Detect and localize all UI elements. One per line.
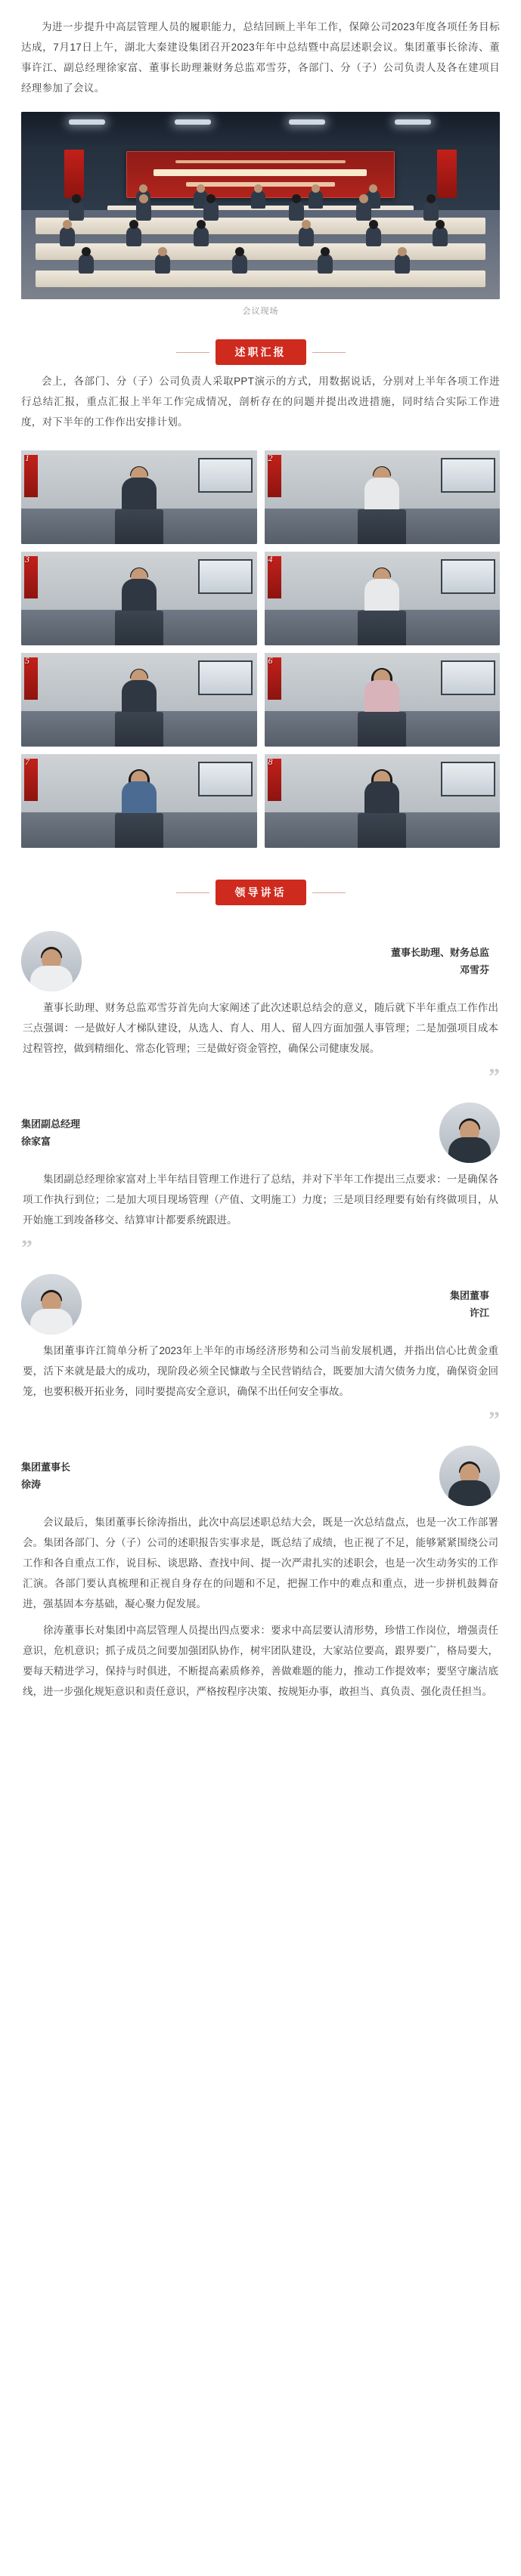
speaker-role: 集团副总经理 [21,1118,81,1130]
speaker-person: 邓雪芬 [459,964,489,976]
quote-mark-icon: ” [21,1235,33,1260]
speaker-header [21,1446,500,1506]
avatar [21,931,82,991]
speaker-speech: 董事长助理、财务总监邓雪芬首先向大家阐述了此次述职总结会的意义，随后就下半年重点工作作出三点强调：一是做好人才梯队建设，从选人、育人、用人、留人四方面加强人事管理；二是加强项目成本过程管控，做到精细化、常态化管理；三是做好资金管控，确保公司健康发展。 [23,1002,498,1054]
speaker-header [21,931,500,991]
photo-number: 6 [268,655,273,666]
closing-paragraph: 徐涛董事长对集团中高层管理人员提出四点要求：要求中高层要认清形势，珍惜工作岗位，增强责任意识，危机意识；抓子成员之间要加强团队协作，树牢团队建设，大家站位要高，跟界要广，格局要大，要每天精进学习，保持与时俱进，不断提高素质修养，善做难题的能力，推动工作提效率；要坚守廉洁底线，进一步强化规矩意识和责任意识，严格按程序决策、按规矩办事，敢担当、真负责、强化责任担当。 [23,1625,498,1697]
section-title-speech [0,880,521,905]
avatar [439,1102,500,1163]
speaker-name [391,944,489,979]
flag-icon [437,150,457,198]
speaker-person: 徐涛 [21,1479,42,1490]
speaker-photo [265,754,501,848]
photo-number: 1 [25,453,29,463]
projector-screen [198,660,253,695]
speaker-speech: 会议最后，集团董事长徐涛指出，此次中高层述职总结大会，既是一次总结盘点，也是一次工作部署会。集团各部门、分（子）公司的述职报告实事求是，既总结了成绩，也正视了不足，能够紧紧围绕公司工作和各自重点工作，说目标、谈思路、查找中间、提一次严肃扎实的述职会，也是一次生动务实的工作汇演。各部门要认真梳理和正视自身存在的问题和不足，把握工作中的难点和重点，进一步拼机鼓舞奋进，强基固本夯基础，凝心聚力促发展。 [23,1517,498,1610]
section-title-report-label: 述职汇报 [216,339,306,365]
speaker-person: 许江 [469,1307,489,1319]
photo-number: 2 [268,453,273,463]
speaker-name [21,1115,80,1151]
section-title-report [0,339,521,365]
photo-number: 8 [268,756,273,767]
speaker-photo [265,552,501,645]
speaker-header [21,1102,500,1163]
speaker-photo [265,653,501,747]
speaker-photo [21,450,257,544]
speaker-speech: 集团董事许江简单分析了2023年上半年的市场经济形势和公司当前发展机遇，并指出信心比黄金重要，活下来就是最大的成功，现阶段必须全民慷敢与全民营销结合，既要加大清欠债务力度，确保资金回笼，也要积极开拓业务，同时要提高安全意识，确保不出任何安全事故。 [23,1345,498,1397]
photo-number: 5 [25,655,29,666]
speaker-role: 集团董事 [449,1289,489,1301]
leader-speech-block [0,911,521,1702]
conference-hall-illustration [21,112,500,299]
projector-screen [441,458,495,493]
hero-photo-caption: 会议现场 [242,307,279,316]
quote-mark-icon: ” [488,1407,500,1432]
intro-paragraph: 为进一步提升中高层管理人员的履职能力，总结回顾上半年工作，保障公司2023年度各项任务目标达成，7月17日上午，湖北大秦建设集团召开2023年年中总结暨中高层述职会议。集团董事长徐涛、董事许江、副总经理徐家富、董事长助理兼财务总监邓雪芬，各部门、分（子）公司负责人及各在建项目经理参加了会议。 [21,21,500,94]
speaker-photo [265,450,501,544]
projector-screen [441,559,495,594]
quote-mark-icon: ” [488,1064,500,1089]
section-title-speech-label: 领导讲话 [216,880,306,905]
photo-number: 4 [268,554,273,564]
speaker-photo-grid [0,443,521,848]
conference-hall-photo [21,112,500,299]
hero-photo-block [0,109,521,317]
projector-screen [198,458,253,493]
avatar [439,1446,500,1506]
speaker-person: 徐家富 [21,1136,51,1147]
projector-screen [198,559,253,594]
speaker-role: 集团董事长 [21,1461,71,1473]
speaker-name [21,1458,70,1494]
speaker-photo [21,653,257,747]
section1-paragraph: 会上，各部门、分（子）公司负责人采取PPT演示的方式，用数据说话，分别对上半年各项工作进行总结汇报，重点汇报上半年工作完成情况，剖析存在的问题并提出改进措施，同时结合实际工作进度，对下半年的工作作出安排计划。 [21,376,500,428]
avatar [21,1274,82,1334]
projector-screen [198,762,253,796]
photo-number: 3 [25,554,29,564]
speaker-header [21,1274,500,1334]
photo-number: 7 [25,756,29,767]
speaker-photo [21,552,257,645]
speaker-role: 董事长助理、财务总监 [390,946,489,958]
projector-screen [441,762,495,796]
speaker-name [450,1287,489,1322]
speaker-photo [21,754,257,848]
speaker-speech: 集团副总经理徐家富对上半年结目管理工作进行了总结，并对下半年工作提出三点要求：一是确保各项工作执行到位；二是加大项目现场管理（产值、文明施工）力度；三是项目经理要有始有终做项目，从开始施工到竣备移交、结算审计都要系统跟进。 [23,1174,498,1226]
projector-screen [441,660,495,695]
flag-icon [64,150,84,198]
